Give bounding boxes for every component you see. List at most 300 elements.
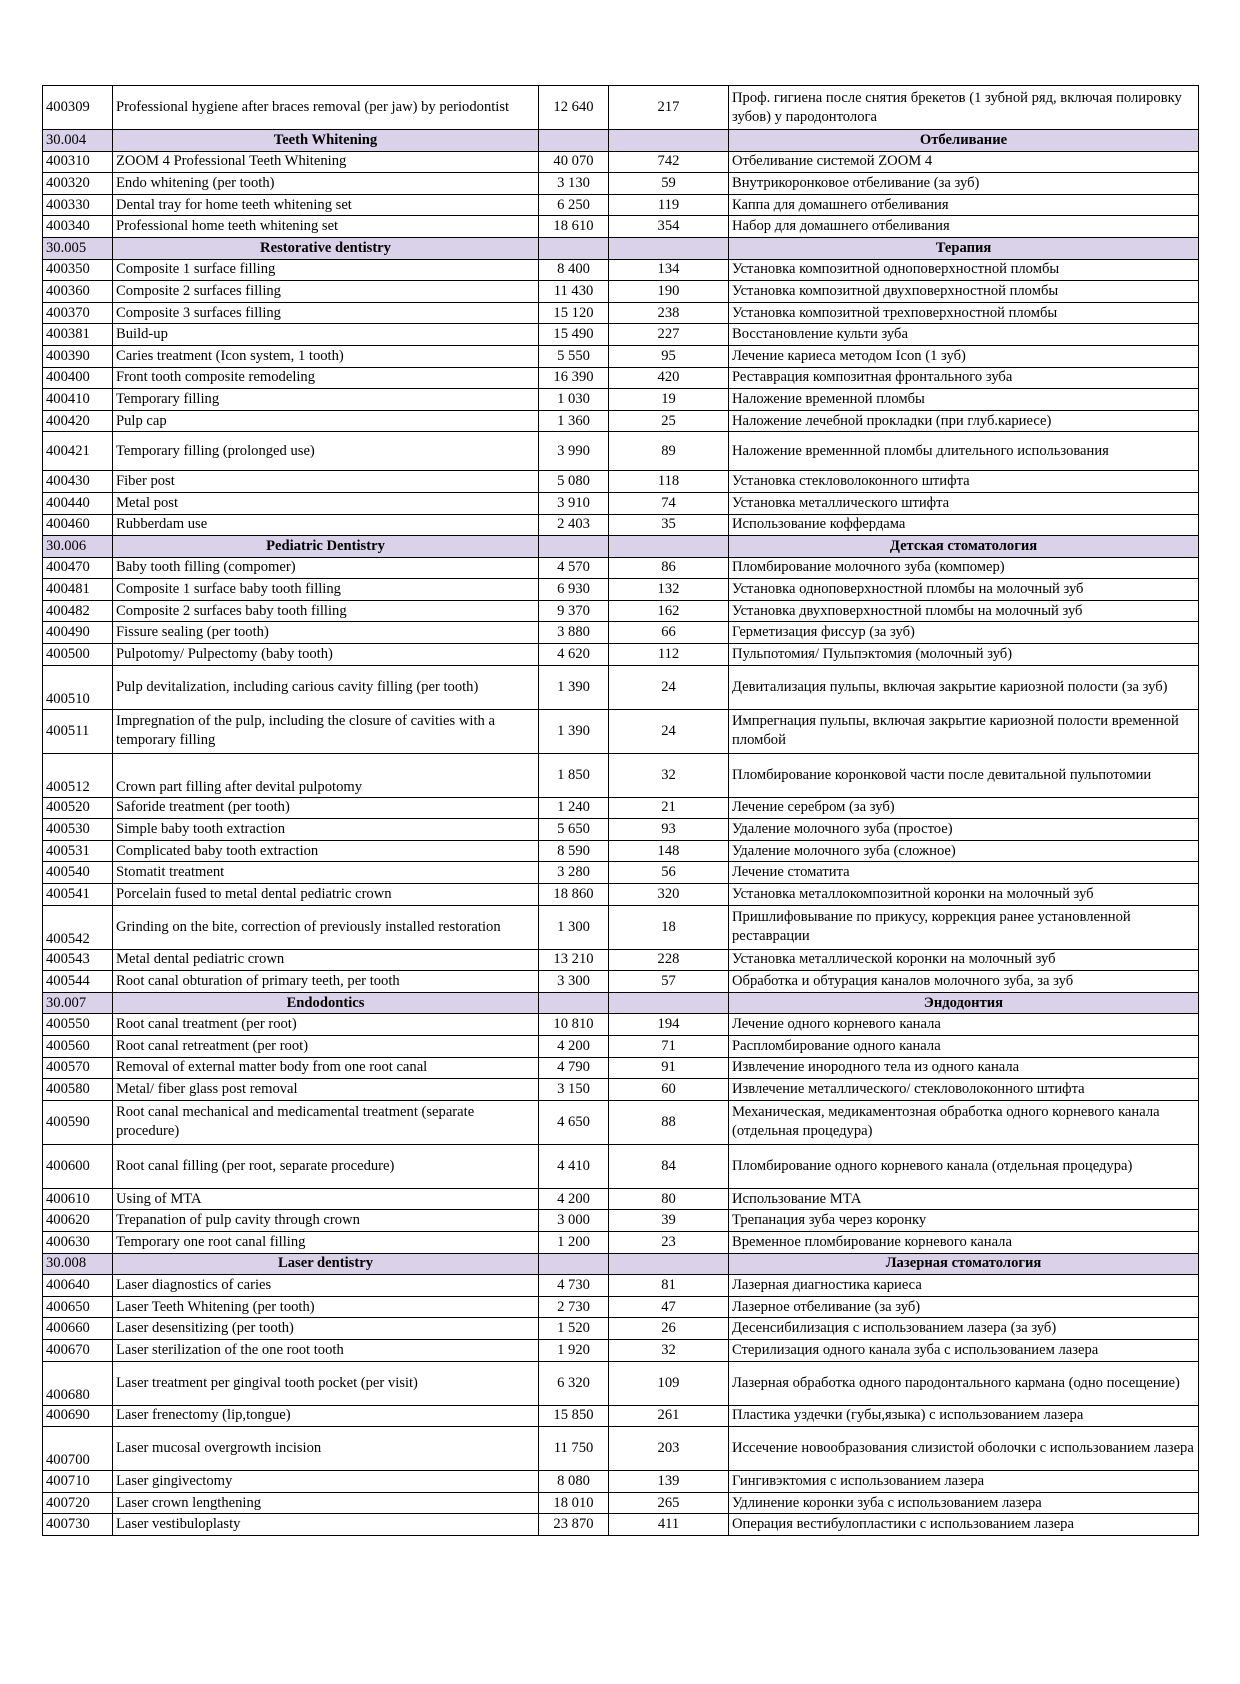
service-row	[43, 151, 1199, 173]
service-code: 400600	[43, 1144, 113, 1188]
service-code: 400700	[43, 1427, 113, 1471]
service-name-en: Laser diagnostics of caries	[113, 1275, 539, 1297]
section-title-en: Pediatric Dentistry	[113, 536, 539, 558]
service-code: 400580	[43, 1079, 113, 1101]
service-row	[43, 514, 1199, 536]
section-empty-price	[539, 992, 609, 1014]
service-price-alt: 88	[609, 1100, 729, 1144]
service-name-ru: Извлечение инородного тела из одного канала	[729, 1057, 1199, 1079]
service-row	[43, 579, 1199, 601]
section-empty-price	[539, 1253, 609, 1275]
service-name-en: Impregnation of the pulp, including the closure of cavities with a temporary filling	[113, 709, 539, 753]
section-title-ru: Терапия	[729, 237, 1199, 259]
service-name-ru: Наложение лечебной прокладки (при глуб.кариесе)	[729, 410, 1199, 432]
service-price: 15 850	[539, 1405, 609, 1427]
service-price: 11 430	[539, 281, 609, 303]
service-row	[43, 971, 1199, 993]
service-name-en: Stomatit treatment	[113, 862, 539, 884]
service-price: 6 250	[539, 194, 609, 216]
service-name-en: Laser gingivectomy	[113, 1471, 539, 1493]
service-row	[43, 1231, 1199, 1253]
service-name-en: Removal of external matter body from one root canal	[113, 1057, 539, 1079]
service-code: 400590	[43, 1100, 113, 1144]
service-name-ru: Лазерное отбеливание (за зуб)	[729, 1296, 1199, 1318]
service-price-alt: 320	[609, 884, 729, 906]
service-row	[43, 862, 1199, 884]
service-code: 400500	[43, 644, 113, 666]
service-price-alt: 227	[609, 324, 729, 346]
section-code: 30.004	[43, 130, 113, 152]
service-row	[43, 644, 1199, 666]
service-price-alt: 89	[609, 432, 729, 471]
service-code: 400544	[43, 971, 113, 993]
section-title-ru: Детская стоматология	[729, 536, 1199, 558]
service-name-ru: Удлинение коронки зуба с использованием лазера	[729, 1492, 1199, 1514]
service-name-ru: Использование МТА	[729, 1188, 1199, 1210]
service-name-en: Fissure sealing (per tooth)	[113, 622, 539, 644]
service-price: 1 360	[539, 410, 609, 432]
service-price-alt: 95	[609, 345, 729, 367]
service-code: 400510	[43, 665, 113, 709]
service-price: 18 860	[539, 884, 609, 906]
service-name-ru: Лечение кариеса методом Icon (1 зуб)	[729, 345, 1199, 367]
service-price-alt: 411	[609, 1514, 729, 1536]
service-name-ru: Реставрация композитная фронтального зуба	[729, 367, 1199, 389]
service-row	[43, 1318, 1199, 1340]
service-row	[43, 302, 1199, 324]
service-name-en: Composite 1 surface baby tooth filling	[113, 579, 539, 601]
service-price: 23 870	[539, 1514, 609, 1536]
service-price: 10 810	[539, 1014, 609, 1036]
service-price-alt: 228	[609, 949, 729, 971]
service-name-ru: Герметизация фиссур (за зуб)	[729, 622, 1199, 644]
service-name-en: Fiber post	[113, 471, 539, 493]
service-row	[43, 259, 1199, 281]
service-price: 2 403	[539, 514, 609, 536]
service-price-alt: 420	[609, 367, 729, 389]
service-code: 400520	[43, 797, 113, 819]
service-price-alt: 19	[609, 389, 729, 411]
service-name-en: Caries treatment (Icon system, 1 tooth)	[113, 345, 539, 367]
service-name-en: Trepanation of pulp cavity through crown	[113, 1210, 539, 1232]
service-price: 6 930	[539, 579, 609, 601]
service-price-alt: 80	[609, 1188, 729, 1210]
service-name-en: Using of MTA	[113, 1188, 539, 1210]
service-name-ru: Использование коффердама	[729, 514, 1199, 536]
service-code: 400482	[43, 600, 113, 622]
service-name-en: Laser frenectomy (lip,tongue)	[113, 1405, 539, 1427]
service-name-ru: Внутрикоронковое отбеливание (за зуб)	[729, 173, 1199, 195]
service-name-ru: Установка композитной трехповерхностной пломбы	[729, 302, 1199, 324]
service-price-alt: 162	[609, 600, 729, 622]
service-price-alt: 32	[609, 1339, 729, 1361]
service-name-en: Pulp cap	[113, 410, 539, 432]
service-name-en: Laser sterilization of the one root tooth	[113, 1339, 539, 1361]
service-row	[43, 600, 1199, 622]
service-row	[43, 471, 1199, 493]
service-name-en: Metal post	[113, 492, 539, 514]
service-row	[43, 1100, 1199, 1144]
service-row	[43, 432, 1199, 471]
service-row	[43, 1036, 1199, 1058]
service-price-alt: 93	[609, 819, 729, 841]
service-name-ru: Импрегнация пульпы, включая закрытие кариозной полости временной пломбой	[729, 709, 1199, 753]
service-price-alt: 132	[609, 579, 729, 601]
service-price-alt: 24	[609, 665, 729, 709]
service-price: 5 650	[539, 819, 609, 841]
service-price: 4 410	[539, 1144, 609, 1188]
service-code: 400570	[43, 1057, 113, 1079]
service-price-alt: 59	[609, 173, 729, 195]
service-price: 8 080	[539, 1471, 609, 1493]
service-price: 2 730	[539, 1296, 609, 1318]
service-price: 5 080	[539, 471, 609, 493]
service-code: 400511	[43, 709, 113, 753]
service-price: 4 570	[539, 557, 609, 579]
service-name-en: Laser crown lengthening	[113, 1492, 539, 1514]
service-code: 400310	[43, 151, 113, 173]
service-name-en: Dental tray for home teeth whitening set	[113, 194, 539, 216]
service-name-ru: Гингивэктомия с использованием лазера	[729, 1471, 1199, 1493]
service-code: 400440	[43, 492, 113, 514]
service-price: 8 590	[539, 840, 609, 862]
service-name-en: Simple baby tooth extraction	[113, 819, 539, 841]
section-empty-usd	[609, 536, 729, 558]
section-title-ru: Лазерная стоматология	[729, 1253, 1199, 1275]
service-code: 400540	[43, 862, 113, 884]
service-name-en: Composite 2 surfaces filling	[113, 281, 539, 303]
service-price-alt: 119	[609, 194, 729, 216]
service-row	[43, 557, 1199, 579]
service-code: 400640	[43, 1275, 113, 1297]
service-price: 40 070	[539, 151, 609, 173]
section-header-row	[43, 237, 1199, 259]
service-name-ru: Установка композитной двухповерхностной пломбы	[729, 281, 1199, 303]
service-price-alt: 24	[609, 709, 729, 753]
service-code: 400420	[43, 410, 113, 432]
service-name-ru: Девитализация пульпы, включая закрытие кариозной полости (за зуб)	[729, 665, 1199, 709]
section-header-row	[43, 1253, 1199, 1275]
section-title-ru: Эндодонтия	[729, 992, 1199, 1014]
service-name-ru: Удаление молочного зуба (сложное)	[729, 840, 1199, 862]
service-price: 18 610	[539, 216, 609, 238]
service-row	[43, 1296, 1199, 1318]
service-code: 400430	[43, 471, 113, 493]
service-name-ru: Пломбирование одного корневого канала (отдельная процедура)	[729, 1144, 1199, 1188]
section-title-ru: Отбеливание	[729, 130, 1199, 152]
service-name-ru: Установка металлического штифта	[729, 492, 1199, 514]
service-row	[43, 1144, 1199, 1188]
service-price-alt: 86	[609, 557, 729, 579]
service-name-ru: Лазерная обработка одного пародонтального кармана (одно посещение)	[729, 1361, 1199, 1405]
service-name-ru: Набор для домашнего отбеливания	[729, 216, 1199, 238]
service-code: 400460	[43, 514, 113, 536]
service-price: 3 990	[539, 432, 609, 471]
service-row	[43, 410, 1199, 432]
service-name-ru: Лечение одного корневого канала	[729, 1014, 1199, 1036]
service-price-alt: 194	[609, 1014, 729, 1036]
service-price-alt: 190	[609, 281, 729, 303]
section-code: 30.007	[43, 992, 113, 1014]
service-price: 4 790	[539, 1057, 609, 1079]
section-header-row	[43, 130, 1199, 152]
service-name-ru: Каппа для домашнего отбеливания	[729, 194, 1199, 216]
service-name-ru: Установка композитной одноповерхностной пломбы	[729, 259, 1199, 281]
service-row	[43, 665, 1199, 709]
service-price-alt: 47	[609, 1296, 729, 1318]
service-price: 1 200	[539, 1231, 609, 1253]
service-price: 4 200	[539, 1188, 609, 1210]
service-code: 400541	[43, 884, 113, 906]
service-name-ru: Пломбирование молочного зуба (компомер)	[729, 557, 1199, 579]
service-price-alt: 57	[609, 971, 729, 993]
service-code: 400650	[43, 1296, 113, 1318]
service-name-en: Porcelain fused to metal dental pediatric crown	[113, 884, 539, 906]
service-price: 15 120	[539, 302, 609, 324]
service-name-en: Composite 3 surfaces filling	[113, 302, 539, 324]
service-name-ru: Пломбирование коронковой части после девитальной пульпотомии	[729, 753, 1199, 797]
service-price-alt: 21	[609, 797, 729, 819]
service-code: 400670	[43, 1339, 113, 1361]
service-code: 400531	[43, 840, 113, 862]
service-code: 400381	[43, 324, 113, 346]
service-price: 8 400	[539, 259, 609, 281]
service-row	[43, 797, 1199, 819]
service-price: 13 210	[539, 949, 609, 971]
service-code: 400410	[43, 389, 113, 411]
service-name-ru: Извлечение металлического/ стекловолоконного штифта	[729, 1079, 1199, 1101]
service-name-en: Baby tooth filling (compomer)	[113, 557, 539, 579]
service-price: 4 620	[539, 644, 609, 666]
service-name-en: Metal/ fiber glass post removal	[113, 1079, 539, 1101]
service-price: 1 920	[539, 1339, 609, 1361]
service-price-alt: 265	[609, 1492, 729, 1514]
service-name-en: Metal dental pediatric crown	[113, 949, 539, 971]
section-empty-price	[539, 536, 609, 558]
service-row	[43, 709, 1199, 753]
service-row	[43, 281, 1199, 303]
section-header-row	[43, 536, 1199, 558]
service-price-alt: 238	[609, 302, 729, 324]
service-name-en: Composite 2 surfaces baby tooth filling	[113, 600, 539, 622]
service-name-en: Front tooth composite remodeling	[113, 367, 539, 389]
service-price: 1 850	[539, 753, 609, 797]
service-row	[43, 1471, 1199, 1493]
section-code: 30.006	[43, 536, 113, 558]
service-name-ru: Пульпотомия/ Пульпэктомия (молочный зуб)	[729, 644, 1199, 666]
service-name-ru: Временное пломбирование корневого канала	[729, 1231, 1199, 1253]
service-name-ru: Пришлифовывание по прикусу, коррекция ранее установленной реставрации	[729, 905, 1199, 949]
service-name-ru: Десенсибилизация с использованием лазера (за зуб)	[729, 1318, 1199, 1340]
service-price: 4 200	[539, 1036, 609, 1058]
service-name-en: ZOOM 4 Professional Teeth Whitening	[113, 151, 539, 173]
service-row	[43, 1014, 1199, 1036]
service-code: 400370	[43, 302, 113, 324]
service-price: 15 490	[539, 324, 609, 346]
service-row	[43, 367, 1199, 389]
service-code: 400720	[43, 1492, 113, 1514]
service-name-en: Crown part filling after devital pulpotomy	[113, 753, 539, 797]
service-row	[43, 216, 1199, 238]
service-code: 400680	[43, 1361, 113, 1405]
service-row	[43, 753, 1199, 797]
service-code: 400630	[43, 1231, 113, 1253]
service-code: 400512	[43, 753, 113, 797]
service-price-alt: 25	[609, 410, 729, 432]
service-price-alt: 261	[609, 1405, 729, 1427]
service-row	[43, 1057, 1199, 1079]
service-code: 400330	[43, 194, 113, 216]
service-name-en: Professional home teeth whitening set	[113, 216, 539, 238]
service-price: 1 390	[539, 709, 609, 753]
service-name-ru: Лазерная диагностика кариеса	[729, 1275, 1199, 1297]
service-code: 400660	[43, 1318, 113, 1340]
price-list-body	[43, 86, 1199, 1536]
service-price: 3 280	[539, 862, 609, 884]
service-price-alt: 35	[609, 514, 729, 536]
service-price-alt: 134	[609, 259, 729, 281]
section-empty-usd	[609, 237, 729, 259]
service-price: 18 010	[539, 1492, 609, 1514]
service-row	[43, 905, 1199, 949]
service-name-ru: Установка стекловолоконного штифта	[729, 471, 1199, 493]
service-name-ru: Проф. гигиена после снятия брекетов (1 зубной ряд, включая полировку зубов) у пародонтолога	[729, 86, 1199, 130]
service-row	[43, 884, 1199, 906]
service-code: 400560	[43, 1036, 113, 1058]
service-name-en: Composite 1 surface filling	[113, 259, 539, 281]
service-price-alt: 71	[609, 1036, 729, 1058]
service-price: 12 640	[539, 86, 609, 130]
service-name-ru: Операция вестибулопластики с использованием лазера	[729, 1514, 1199, 1536]
service-row	[43, 1188, 1199, 1210]
service-code: 400530	[43, 819, 113, 841]
service-code: 400350	[43, 259, 113, 281]
service-name-en: Professional hygiene after braces removal (per jaw) by periodontist	[113, 86, 539, 130]
service-name-ru: Обработка и обтурация каналов молочного зуба, за зуб	[729, 971, 1199, 993]
service-row	[43, 1210, 1199, 1232]
service-row	[43, 1514, 1199, 1536]
service-row	[43, 86, 1199, 130]
service-row	[43, 1079, 1199, 1101]
service-price: 9 370	[539, 600, 609, 622]
service-price-alt: 112	[609, 644, 729, 666]
service-name-ru: Лечение серебром (за зуб)	[729, 797, 1199, 819]
service-price: 1 030	[539, 389, 609, 411]
service-code: 400340	[43, 216, 113, 238]
service-price-alt: 74	[609, 492, 729, 514]
service-code: 400309	[43, 86, 113, 130]
service-price: 3 910	[539, 492, 609, 514]
service-name-ru: Пластика уздечки (губы,языка) с использованием лазера	[729, 1405, 1199, 1427]
section-empty-usd	[609, 992, 729, 1014]
service-price-alt: 118	[609, 471, 729, 493]
service-name-en: Root canal mechanical and medicamental treatment (separate procedure)	[113, 1100, 539, 1144]
service-name-en: Root canal retreatment (per root)	[113, 1036, 539, 1058]
service-name-en: Root canal treatment (per root)	[113, 1014, 539, 1036]
service-row	[43, 1361, 1199, 1405]
service-name-en: Build-up	[113, 324, 539, 346]
service-price-alt: 203	[609, 1427, 729, 1471]
service-price: 1 520	[539, 1318, 609, 1340]
service-row	[43, 173, 1199, 195]
service-price: 5 550	[539, 345, 609, 367]
service-price: 1 390	[539, 665, 609, 709]
service-code: 400620	[43, 1210, 113, 1232]
service-name-en: Complicated baby tooth extraction	[113, 840, 539, 862]
service-price: 1 240	[539, 797, 609, 819]
section-header-row	[43, 992, 1199, 1014]
service-name-en: Grinding on the bite, correction of previously installed restoration	[113, 905, 539, 949]
service-name-en: Laser vestibuloplasty	[113, 1514, 539, 1536]
service-code: 400400	[43, 367, 113, 389]
service-row	[43, 1339, 1199, 1361]
service-code: 400710	[43, 1471, 113, 1493]
service-row	[43, 1405, 1199, 1427]
service-price-alt: 26	[609, 1318, 729, 1340]
service-row	[43, 622, 1199, 644]
section-code: 30.008	[43, 1253, 113, 1275]
section-title-en: Endodontics	[113, 992, 539, 1014]
service-price-alt: 18	[609, 905, 729, 949]
service-price: 3 300	[539, 971, 609, 993]
service-price: 3 150	[539, 1079, 609, 1101]
service-price-alt: 39	[609, 1210, 729, 1232]
service-price: 3 130	[539, 173, 609, 195]
service-name-ru: Трепанация зуба через коронку	[729, 1210, 1199, 1232]
price-list-table	[42, 85, 1199, 1536]
service-price-alt: 91	[609, 1057, 729, 1079]
section-empty-price	[539, 237, 609, 259]
service-row	[43, 949, 1199, 971]
service-name-en: Pulpotomy/ Pulpectomy (baby tooth)	[113, 644, 539, 666]
service-name-en: Laser Teeth Whitening (per tooth)	[113, 1296, 539, 1318]
service-row	[43, 1492, 1199, 1514]
service-name-ru: Восстановление культи зуба	[729, 324, 1199, 346]
service-name-en: Temporary one root canal filling	[113, 1231, 539, 1253]
service-code: 400610	[43, 1188, 113, 1210]
service-price-alt: 139	[609, 1471, 729, 1493]
section-code: 30.005	[43, 237, 113, 259]
service-name-en: Saforide treatment (per tooth)	[113, 797, 539, 819]
service-name-en: Root canal filling (per root, separate procedure)	[113, 1144, 539, 1188]
section-title-en: Teeth Whitening	[113, 130, 539, 152]
service-row	[43, 1275, 1199, 1297]
service-name-ru: Отбеливание системой ZOOM 4	[729, 151, 1199, 173]
service-code: 400481	[43, 579, 113, 601]
service-price-alt: 742	[609, 151, 729, 173]
section-empty-usd	[609, 130, 729, 152]
service-code: 400730	[43, 1514, 113, 1536]
service-code: 400470	[43, 557, 113, 579]
service-price-alt: 84	[609, 1144, 729, 1188]
service-name-ru: Удаление молочного зуба (простое)	[729, 819, 1199, 841]
service-row	[43, 324, 1199, 346]
service-price-alt: 354	[609, 216, 729, 238]
service-price: 4 650	[539, 1100, 609, 1144]
service-name-en: Endo whitening (per tooth)	[113, 173, 539, 195]
service-code: 400390	[43, 345, 113, 367]
service-price-alt: 217	[609, 86, 729, 130]
service-code: 400320	[43, 173, 113, 195]
service-row	[43, 1427, 1199, 1471]
service-price-alt: 148	[609, 840, 729, 862]
section-empty-price	[539, 130, 609, 152]
service-price: 16 390	[539, 367, 609, 389]
service-price: 11 750	[539, 1427, 609, 1471]
service-code: 400421	[43, 432, 113, 471]
service-row	[43, 345, 1199, 367]
service-price-alt: 66	[609, 622, 729, 644]
